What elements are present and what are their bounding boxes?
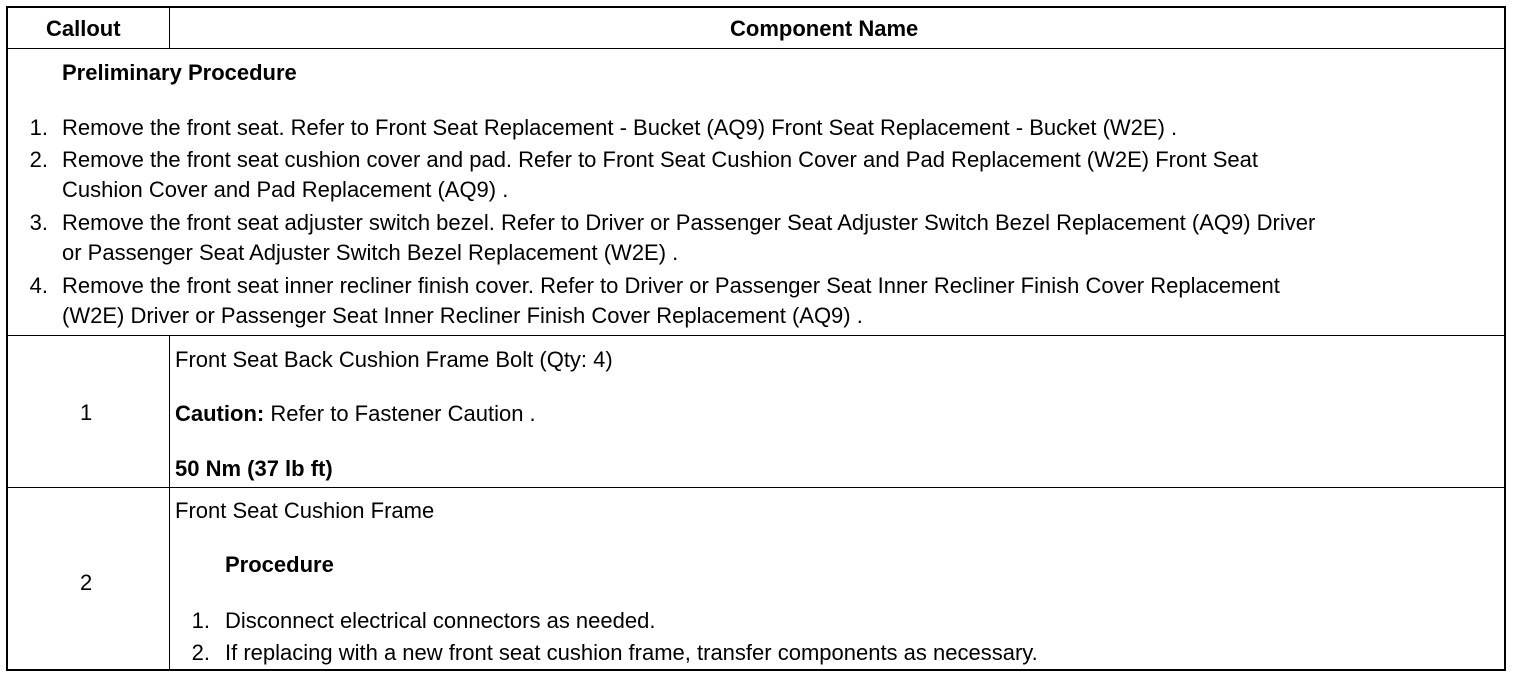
procedure-step-number: 1. [191, 608, 210, 633]
callout-number: 2 [80, 570, 93, 595]
prelim-step-number: 3. [29, 210, 48, 235]
component-table [6, 6, 1506, 671]
caution-text: Refer to Fastener Caution . [264, 401, 536, 426]
prelim-step-number: 1. [29, 115, 48, 140]
row-divider [8, 487, 1504, 488]
prelim-step-text: Remove the front seat adjuster switch bezel. Refer to Driver or Passenger Seat Adjuster Switch Bezel Replacement (AQ9) Driver [62, 210, 1316, 235]
row-divider-vertical [169, 487, 170, 671]
caution-note [175, 399, 536, 429]
prelim-step-text: Remove the front seat. Refer to Front Seat Replacement - Bucket (AQ9) Front Seat Replacement - Bucket (W2E) . [62, 115, 1178, 140]
header-divider [169, 8, 170, 48]
callout-number: 1 [80, 400, 93, 425]
torque-spec: 50 Nm (37 lb ft) [175, 456, 333, 481]
prelim-step-text: (W2E) Driver or Passenger Seat Inner Recliner Finish Cover Replacement (AQ9) . [62, 303, 863, 328]
callout-header: Callout [46, 16, 121, 41]
prelim-step-text: Cushion Cover and Pad Replacement (AQ9) . [62, 177, 509, 202]
prelim-step-text: Remove the front seat cushion cover and pad. Refer to Front Seat Cushion Cover and Pad Replacement (W2E) Front Seat [62, 147, 1258, 172]
procedure-step-text: Disconnect electrical connectors as needed. [225, 608, 656, 633]
procedure-step-text: If replacing with a new front seat cushion frame, transfer components as necessary. [225, 640, 1038, 665]
prelim-step-number: 4. [29, 273, 48, 298]
procedure-title: Procedure [225, 552, 334, 577]
component-name: Front Seat Cushion Frame [175, 498, 435, 523]
caution-label: Caution: [175, 401, 265, 426]
prelim-step-number: 2. [29, 147, 48, 172]
prelim-step-text: Remove the front seat inner recliner finish cover. Refer to Driver or Passenger Seat Inner Recliner Finish Cover Replacement [62, 273, 1280, 298]
header-rule [8, 48, 1504, 49]
component-name-header: Component Name [730, 16, 919, 41]
row-divider-vertical [169, 335, 170, 487]
component-name: Front Seat Back Cushion Frame Bolt (Qty: 4) [175, 347, 613, 372]
preliminary-title: Preliminary Procedure [62, 60, 297, 85]
procedure-step-number: 2. [191, 640, 210, 665]
row-divider [8, 335, 1504, 336]
prelim-step-text: or Passenger Seat Adjuster Switch Bezel Replacement (W2E) . [62, 240, 679, 265]
